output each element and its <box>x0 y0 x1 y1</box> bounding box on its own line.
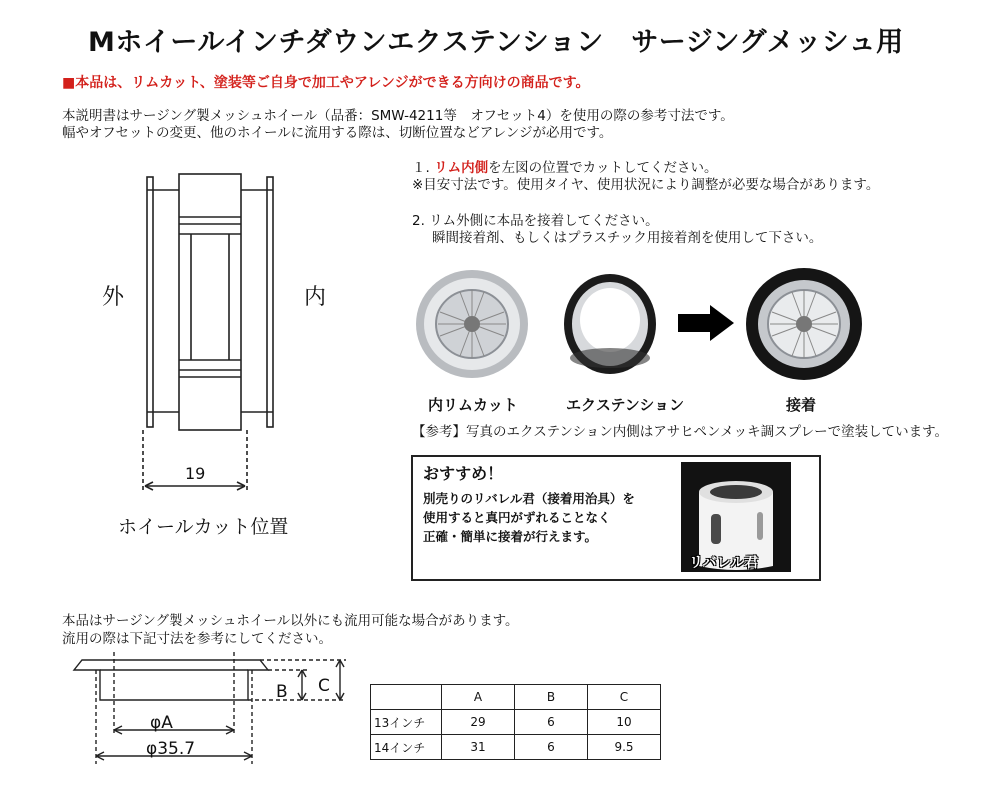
recommend-line-1: 別売りのリバレル君（接着用治具）を <box>423 491 635 506</box>
notice-text: ■本品は、リムカット、塗装等ご自身で加工やアレンジができる方向けの商品です。 <box>62 75 590 91</box>
outer-diameter-label: φ35.7 <box>146 739 196 759</box>
table-cell: 13インチ <box>371 710 442 735</box>
table-cell: 31 <box>442 735 515 760</box>
table-row <box>371 735 661 760</box>
outer-side-label: 外 <box>102 285 125 310</box>
arrow-right-icon <box>678 305 734 341</box>
step-2-line-1: 2. リム外側に本品を接着してください。 <box>412 213 659 229</box>
recommend-title: おすすめ！ <box>423 464 504 483</box>
recommend-box <box>411 455 821 581</box>
rebarrel-jig-photo <box>681 462 791 572</box>
dimension-table <box>370 684 661 760</box>
table-cell: 14インチ <box>371 735 442 760</box>
table-header-cell: B <box>515 685 588 710</box>
step-1-text: を左図の位置でカットしてください。 <box>488 160 718 176</box>
step-2-line-2: 瞬間接着剤、もしくはプラスチック用接着剤を使用して下さい。 <box>432 230 823 246</box>
diagram-caption: ホイールカット位置 <box>118 516 289 538</box>
table-cell: 9.5 <box>588 735 661 760</box>
intro-line-1: 本説明書はサージング製メッシュホイール（品番：SMW-4211等 オフセット4）を使用の際の参考寸法です。 <box>62 108 734 124</box>
table-cell: 10 <box>588 710 661 735</box>
page-title: Mホイールインチダウンエクステンション サージングメッシュ用 <box>88 27 904 58</box>
recommend-text <box>423 489 635 546</box>
step-1-number: １. <box>412 160 430 176</box>
wheel-photo <box>402 262 680 386</box>
step-1-highlight: リム内側 <box>434 160 489 176</box>
table-cell: 6 <box>515 735 588 760</box>
photo-caption-extension: エクステンション <box>566 396 685 414</box>
photo-caption-bonded: 接着 <box>786 396 817 414</box>
table-header-cell: C <box>588 685 661 710</box>
table-row <box>371 710 661 735</box>
compatibility-line-1: 本品はサージング製メッシュホイール以外にも流用可能な場合があります。 <box>62 613 519 629</box>
inner-side-label: 内 <box>304 285 327 310</box>
table-cell: 29 <box>442 710 515 735</box>
photo-note: 【参考】写真のエクステンション内側はアサヒペンメッキ調スプレーで塗装しています。 <box>412 424 949 440</box>
step-2 <box>412 213 822 247</box>
table-cell: 6 <box>515 710 588 735</box>
compatibility-line-2: 流用の際は下記寸法を参考にしてください。 <box>62 631 332 647</box>
photo-caption-rim-cut: 内リムカット <box>428 396 518 414</box>
compatibility-text <box>62 612 519 648</box>
rebarrel-jig-label: リバレル君 <box>689 555 759 571</box>
cut-dimension: 19 <box>185 464 206 483</box>
recommend-line-3: 正確・簡単に接着が行えます。 <box>423 529 598 544</box>
assembled-wheel-photo <box>742 262 866 386</box>
step-1-note: ※目安寸法です。使用タイヤ、使用状況により調整が必要な場合があります。 <box>412 177 880 193</box>
wheel-cut-diagram <box>95 172 355 502</box>
recommend-line-2: 使用すると真円がずれることなく <box>423 510 611 525</box>
table-header-row <box>371 685 661 710</box>
table-header-cell: A <box>442 685 515 710</box>
dimension-a-label: φA <box>150 713 173 733</box>
intro-text <box>62 108 734 142</box>
table-header-cell <box>371 685 442 710</box>
intro-line-2: 幅やオフセットの変更、他のホイールに流用する際は、切断位置などアレンジが必用です。 <box>62 125 613 141</box>
step-1-line <box>412 160 879 177</box>
dimension-c-label: C <box>318 676 330 696</box>
dimension-b-label: B <box>276 682 288 702</box>
extension-profile-diagram <box>70 652 360 768</box>
step-1 <box>412 160 879 194</box>
